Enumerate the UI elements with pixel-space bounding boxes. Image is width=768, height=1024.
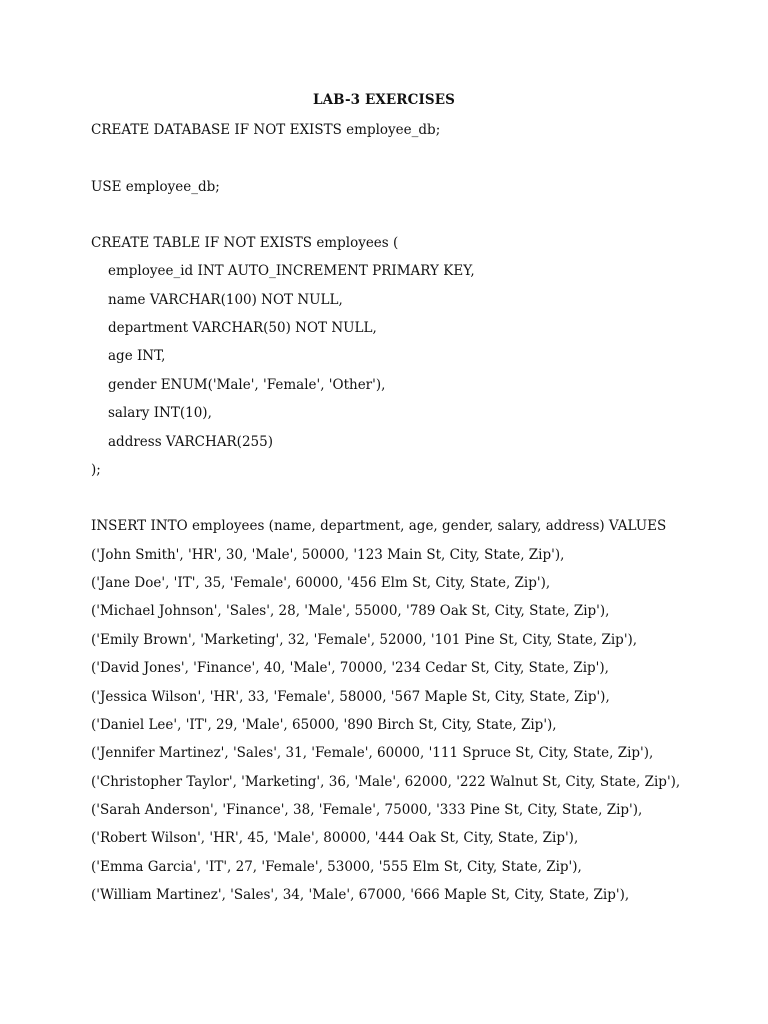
sql-line: ('Daniel Lee', 'IT', 29, 'Male', 65000, '890 Birch St, City, State, Zip'), <box>91 717 557 733</box>
sql-line: ('John Smith', 'HR', 30, 'Male', 50000, '123 Main St, City, State, Zip'), <box>91 547 565 563</box>
sql-line: department VARCHAR(50) NOT NULL, <box>108 320 377 336</box>
sql-line: ('Robert Wilson', 'HR', 45, 'Male', 80000, '444 Oak St, City, State, Zip'), <box>91 830 579 846</box>
sql-line: ('William Martinez', 'Sales', 34, 'Male', 67000, '666 Maple St, City, State, Zip'), <box>91 887 630 903</box>
sql-line: ); <box>91 462 101 478</box>
sql-line: ('Christopher Taylor', 'Marketing', 36, 'Male', 62000, '222 Walnut St, City, State, Zip'), <box>91 774 681 790</box>
sql-line: ('Emma Garcia', 'IT', 27, 'Female', 53000, '555 Elm St, City, State, Zip'), <box>91 859 582 875</box>
sql-line: ('Emily Brown', 'Marketing', 32, 'Female', 52000, '101 Pine St, City, State, Zip'), <box>91 632 638 648</box>
sql-line: employee_id INT AUTO_INCREMENT PRIMARY KEY, <box>108 263 475 279</box>
sql-line: ('Jessica Wilson', 'HR', 33, 'Female', 58000, '567 Maple St, City, State, Zip'), <box>91 689 610 705</box>
sql-line: age INT, <box>108 348 166 364</box>
sql-line: USE employee_db; <box>91 179 220 195</box>
sql-line: CREATE TABLE IF NOT EXISTS employees ( <box>91 235 399 251</box>
sql-line: ('David Jones', 'Finance', 40, 'Male', 70000, '234 Cedar St, City, State, Zip'), <box>91 660 609 676</box>
sql-line: INSERT INTO employees (name, department, age, gender, salary, address) VALUES <box>91 518 667 534</box>
sql-line: name VARCHAR(100) NOT NULL, <box>108 292 343 308</box>
sql-line: ('Jane Doe', 'IT', 35, 'Female', 60000, '456 Elm St, City, State, Zip'), <box>91 575 551 591</box>
sql-line: ('Sarah Anderson', 'Finance', 38, 'Female', 75000, '333 Pine St, City, State, Zip'), <box>91 802 643 818</box>
sql-line: gender ENUM('Male', 'Female', 'Other'), <box>108 377 386 393</box>
sql-line: salary INT(10), <box>108 405 212 421</box>
document-title: LAB-3 EXERCISES <box>313 92 455 108</box>
sql-line: ('Jennifer Martinez', 'Sales', 31, 'Female', 60000, '111 Spruce St, City, State, Zip'), <box>91 745 654 761</box>
sql-line: CREATE DATABASE IF NOT EXISTS employee_db; <box>91 122 441 138</box>
sql-line: ('Michael Johnson', 'Sales', 28, 'Male', 55000, '789 Oak St, City, State, Zip'), <box>91 603 610 619</box>
sql-line: address VARCHAR(255) <box>108 434 273 450</box>
